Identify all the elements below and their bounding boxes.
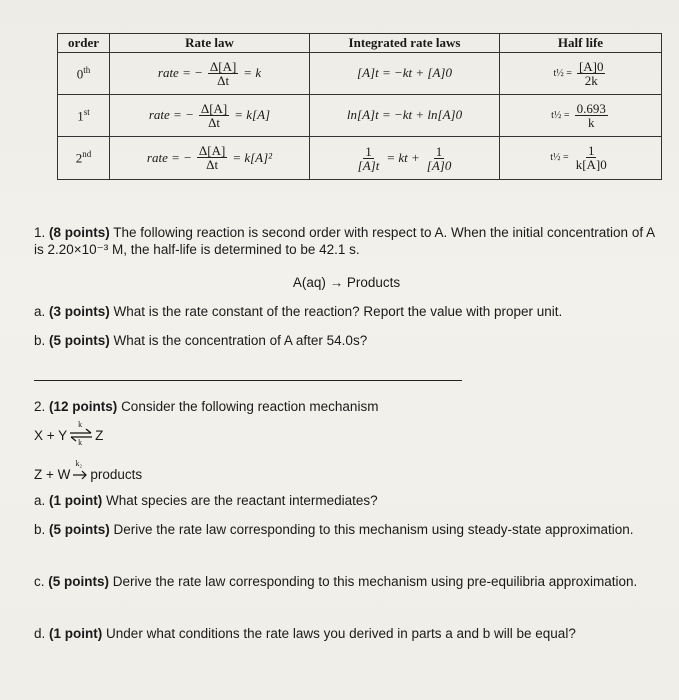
order-cell: 1st xyxy=(58,94,110,136)
header-half-life: Half life xyxy=(500,34,662,53)
integrated-cell: [A]t = −kt + [A]0 xyxy=(310,53,500,95)
q1-part-b: b. (5 points) What is the concentration of A after 54.0s? xyxy=(34,333,368,348)
q2-part-d: d. (1 point) Under what conditions the rate laws you derived in parts a and b will be equal? xyxy=(34,626,576,641)
integrated-cell: $\frac{1}{[A]t}$ = kt + $\frac{1}{[A]0}$ xyxy=(310,136,500,179)
table-row xyxy=(58,94,662,136)
table-row xyxy=(58,53,662,95)
q1-part-a: a. (3 points) What is the rate constant of the reaction? Report the value with proper unit. xyxy=(34,304,563,319)
order-cell: 0th xyxy=(58,53,110,95)
equilibrium-arrow-icon: k k xyxy=(69,426,93,444)
question-1: 1. (8 points) The following reaction is second order with respect to A. When the initial concentration of A is 2.20×10⁻³ M, the half-life is determined to be 42.1 s. xyxy=(34,225,655,257)
rate-law-cell: rate = − $\frac{\Delta[A]}{\Delta t}$ = k[A]² xyxy=(110,136,310,179)
q2-part-a: a. (1 point) What species are the reactant intermediates? xyxy=(34,493,378,508)
q2-part-c: c. (5 points) Derive the rate law corresponding to this mechanism using pre-equilibria approximation. xyxy=(34,574,638,589)
header-order: order xyxy=(58,34,110,53)
rate-law-cell: rate = − $\frac{\Delta[A]}{\Delta t}$ = k[A] xyxy=(110,94,310,136)
rate-law-cell: rate = − $\frac{\Delta[A]}{\Delta t}$ = k xyxy=(110,53,310,95)
header-integrated: Integrated rate laws xyxy=(310,34,500,53)
order-cell: 2nd xyxy=(58,136,110,179)
half-life-cell: t½ = $\frac{1}{k[A]0}$ xyxy=(500,136,662,179)
integrated-cell: ln[A]t = −kt + ln[A]0 xyxy=(310,94,500,136)
question-2: 2. (12 points) Consider the following reaction mechanism xyxy=(34,399,379,414)
forward-arrow-icon: k₂ xyxy=(72,465,88,483)
table-header-row xyxy=(58,34,662,53)
header-rate-law: Rate law xyxy=(110,34,310,53)
q2-part-b: b. (5 points) Derive the rate law corresponding to this mechanism using steady-state approximation. xyxy=(34,522,634,537)
mechanism-step-1: X + Y k k Z xyxy=(34,420,104,447)
table-row xyxy=(58,136,662,179)
rate-law-table xyxy=(57,33,662,180)
section-divider xyxy=(34,380,462,381)
q1-reaction: A(aq) → Products xyxy=(292,275,401,290)
half-life-cell: t½ = $\frac{[A]0}{2k}$ xyxy=(500,53,662,95)
mechanism-step-2: Z + W k₂ products xyxy=(34,459,143,482)
half-life-cell: t½ = $\frac{0.693}{k}$ xyxy=(500,94,662,136)
